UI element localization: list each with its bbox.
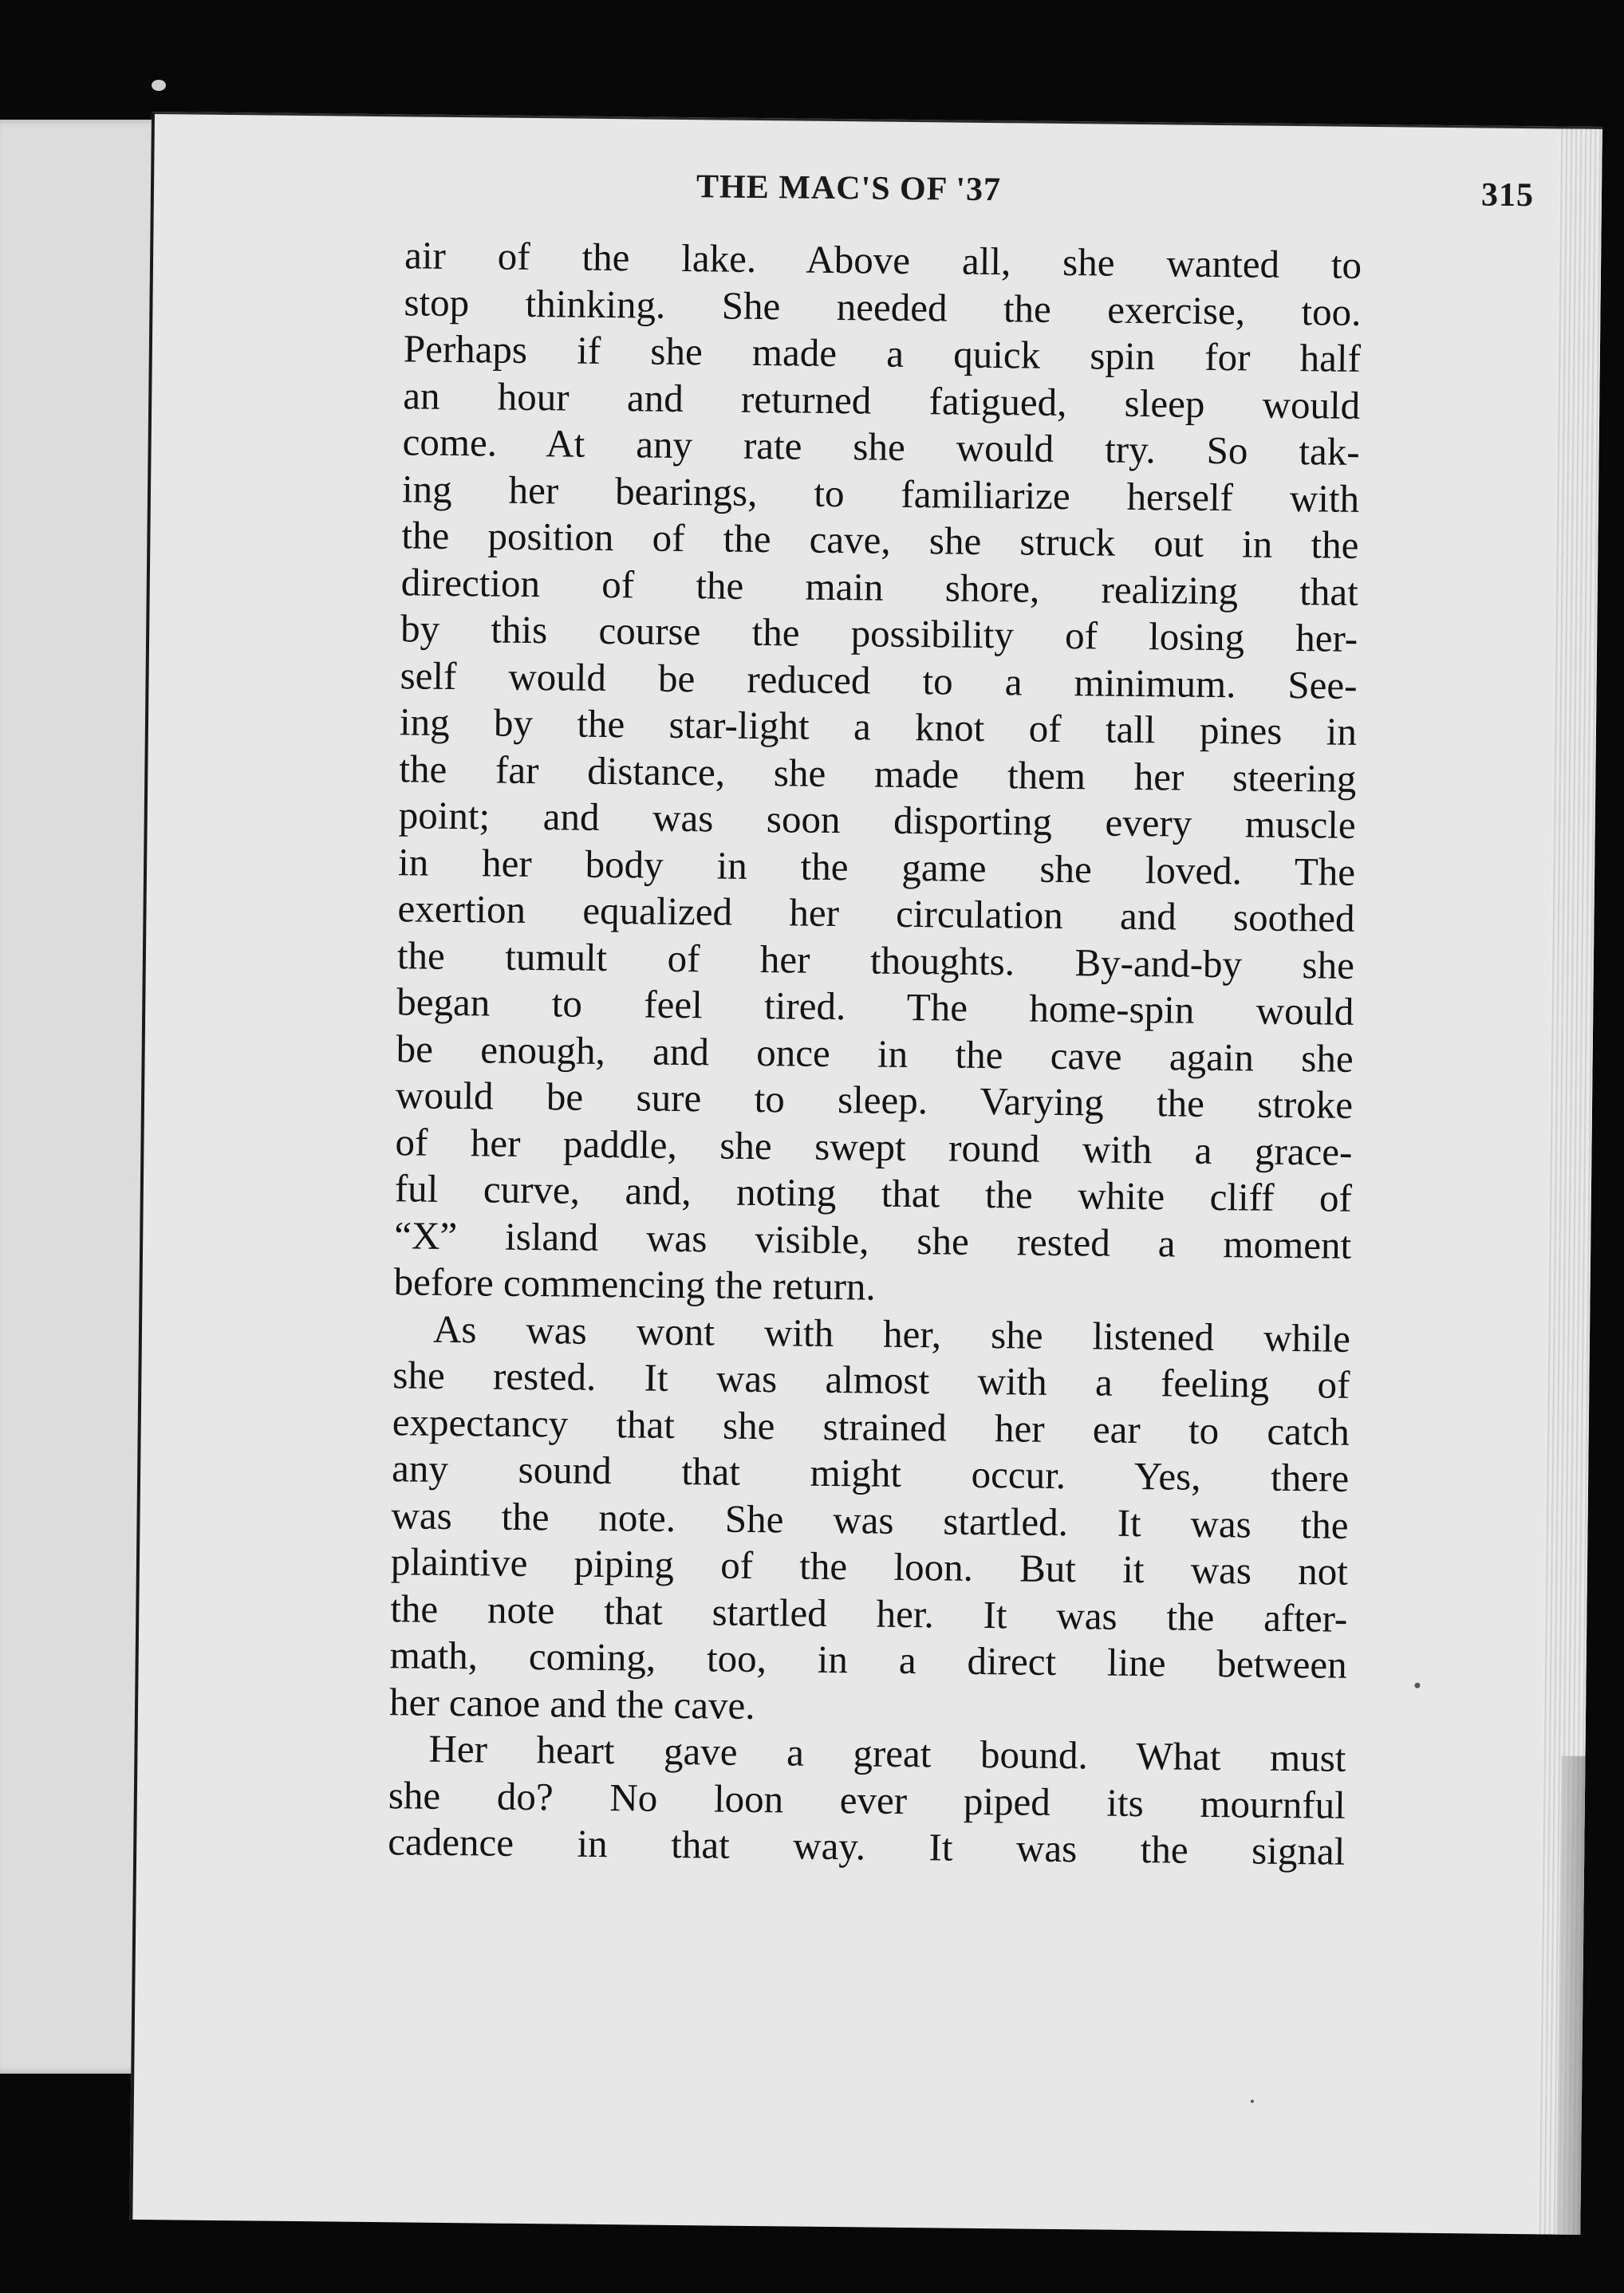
text-line: ing by the star-light a knot of tall pines in — [399, 699, 1358, 754]
text-line: expectancy that she strained her ear to catch — [392, 1399, 1350, 1454]
text-line: Perhaps if she made a quick spin for half — [403, 326, 1362, 380]
text-line: come. At any rate she would try. So tak- — [402, 420, 1360, 474]
text-line: stop thinking. She needed the exercise, too. — [404, 279, 1362, 334]
text-line: the far distance, she made them her steering — [399, 746, 1357, 801]
text-line: the tumult of her thoughts. By-and-by she — [396, 932, 1355, 987]
text-line: Her heart gave a great bound. What must — [428, 1726, 1346, 1780]
body-text — [388, 232, 1362, 1875]
page-shadow — [1556, 1756, 1585, 2235]
text-line: the note that startled her. It was the after- — [390, 1586, 1348, 1641]
text-line: by this course the possibility of losing her- — [400, 606, 1358, 660]
text-line: before commencing the return. — [393, 1259, 876, 1309]
text-line: of her paddle, she swept round with a grace- — [395, 1119, 1353, 1174]
running-title: THE MAC'S OF '37 — [696, 168, 1002, 209]
text-line: began to feel tired. The home-spin would — [396, 979, 1354, 1034]
stray-mark — [1414, 1683, 1420, 1688]
text-line: would be sure to sleep. Varying the stroke — [395, 1073, 1354, 1127]
text-line: exertion equalized her circulation and soothed — [397, 886, 1355, 940]
text-line: point; and was soon disporting every muscle — [398, 793, 1357, 847]
text-line: self would be reduced to a minimum. See- — [400, 652, 1358, 707]
running-head — [545, 166, 1534, 215]
text-line: direction of the main shore, realizing that — [400, 559, 1359, 614]
text-line: her canoe and the cave. — [388, 1679, 755, 1728]
text-line: the position of the cave, she struck out in the — [401, 513, 1359, 567]
text-line: ing her bearings, to familiarize herself with — [401, 466, 1360, 521]
book-page — [129, 112, 1602, 2235]
text-line: she do? No loon ever piped its mournful — [388, 1772, 1346, 1827]
stray-mark — [1251, 2100, 1254, 2103]
text-line: plaintive piping of the loon. But it was not — [390, 1539, 1349, 1594]
text-line: air of the lake. Above all, she wanted to — [404, 233, 1362, 287]
text-line: any sound that might occur. Yes, there — [391, 1446, 1350, 1500]
text-line: ful curve, and, noting that the white cliff of — [394, 1166, 1353, 1220]
text-line: an hour and returned fatigued, sleep would — [403, 372, 1361, 427]
text-line: cadence in that way. It was the signal — [388, 1819, 1346, 1873]
dust-speck — [152, 80, 166, 91]
text-line: was the note. She was startled. It was the — [391, 1492, 1349, 1547]
text-line: she rested. It was almost with a feeling of — [392, 1353, 1350, 1407]
text-line: in her body in the game she loved. The — [397, 839, 1356, 894]
text-line: “X” island was visible, she rested a moment — [393, 1212, 1352, 1267]
text-line: As was wont with her, she listened while — [432, 1306, 1351, 1361]
text-line: math, coming, too, in a direct line between — [389, 1633, 1347, 1687]
text-line: be enough, and once in the cave again she — [396, 1026, 1354, 1081]
page-number: 315 — [1480, 176, 1535, 215]
